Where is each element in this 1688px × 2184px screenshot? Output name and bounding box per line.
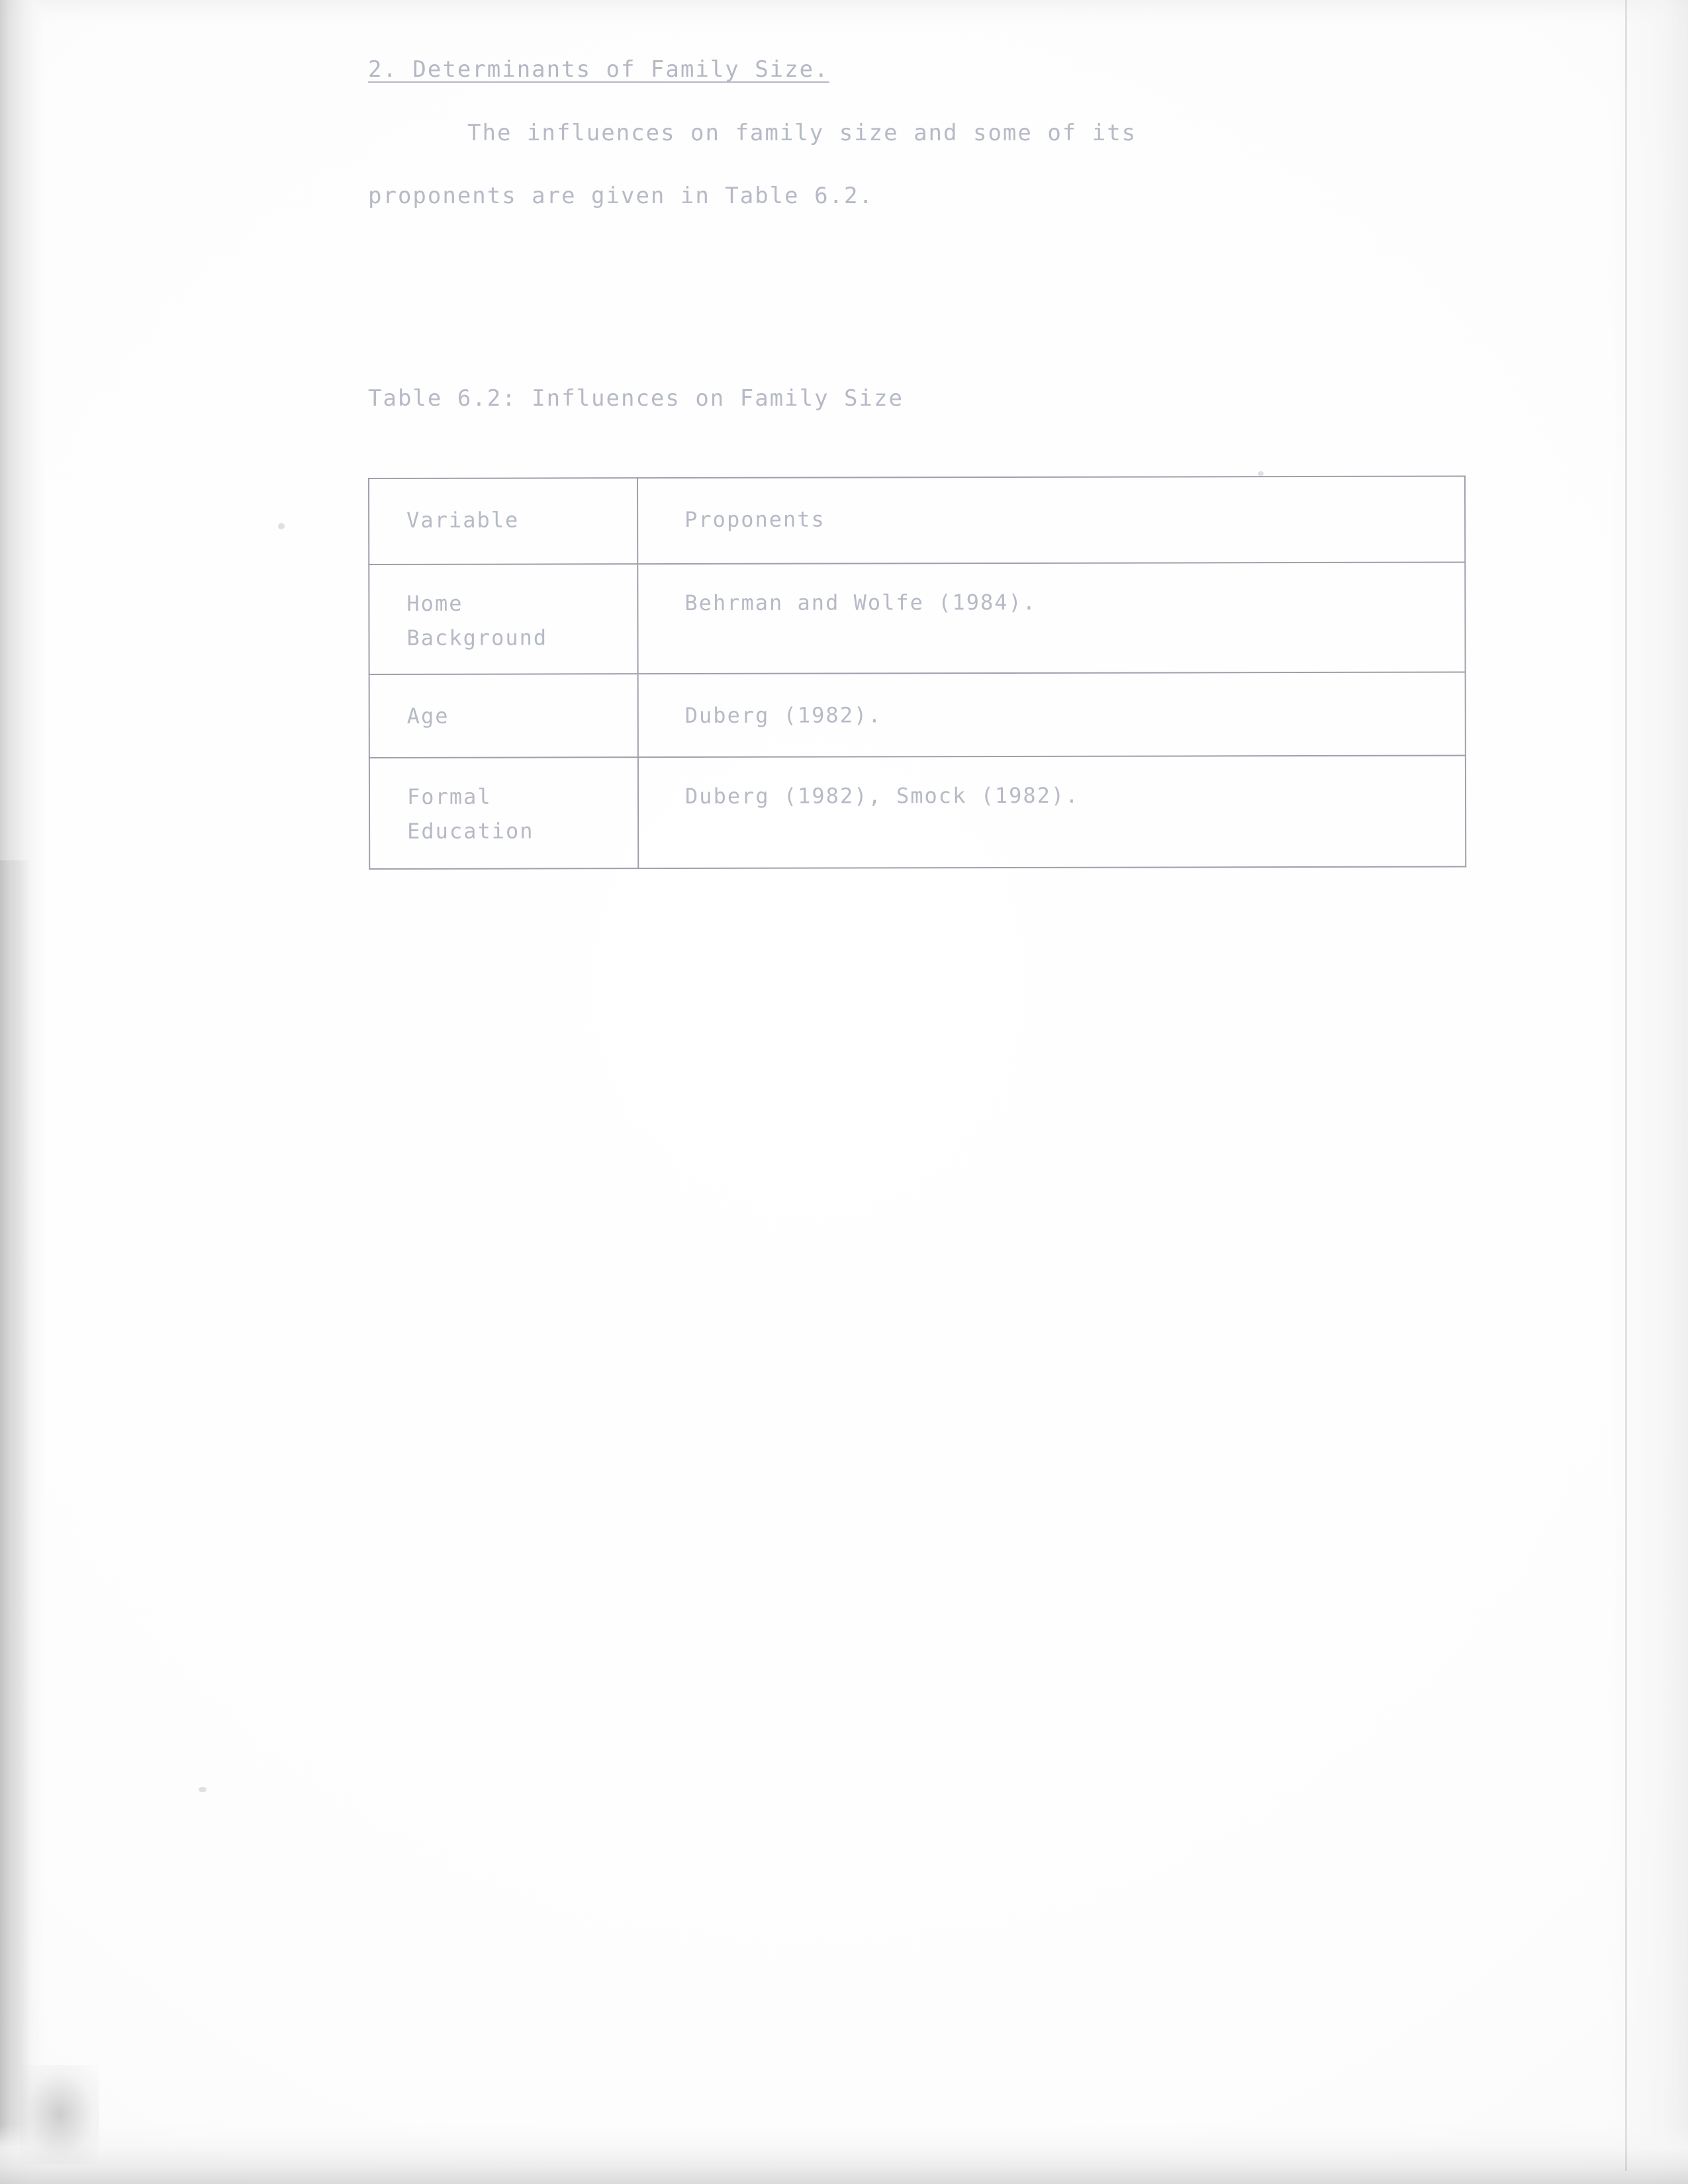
table-row (369, 672, 1466, 758)
table-header-cell-proponents (637, 477, 1465, 565)
table-cell-variable (369, 674, 638, 758)
table-cell-variable-text: Age (406, 703, 449, 729)
scan-speck (278, 523, 285, 529)
scan-speck (1258, 471, 1264, 476)
table-row (369, 563, 1465, 674)
table-cell-proponents (637, 563, 1465, 674)
table-caption: Table 6.2: Influences on Family Size (368, 385, 904, 412)
paragraph-line-2: proponents are given in Table 6.2. (368, 183, 874, 209)
table-header-label-variable: Variable (406, 507, 520, 533)
table-header-row (369, 477, 1465, 565)
table-cell-proponents (638, 756, 1466, 869)
table-cell-variable-text: Formal Education (406, 784, 534, 844)
section-heading: 2. Determinants of Family Size. (368, 56, 829, 83)
table-row (369, 756, 1466, 869)
table-cell-proponents-text: Duberg (1982). (684, 702, 882, 728)
scan-speck (199, 1787, 207, 1792)
influences-table-wrapper (368, 476, 1462, 870)
table-cell-variable (369, 564, 637, 674)
table-cell-variable-text: Home Background (406, 590, 548, 651)
table-cell-variable (369, 757, 638, 869)
paragraph-line-1: The influences on family size and some of its (467, 120, 1137, 146)
table-header-cell-variable (369, 478, 637, 565)
influences-table (368, 476, 1466, 870)
table-cell-proponents (638, 672, 1466, 758)
table-cell-proponents-text: Duberg (1982), Smock (1982). (684, 782, 1080, 809)
table-header-label-proponents: Proponents (684, 506, 825, 532)
table-cell-proponents-text: Behrman and Wolfe (1984). (684, 589, 1037, 615)
